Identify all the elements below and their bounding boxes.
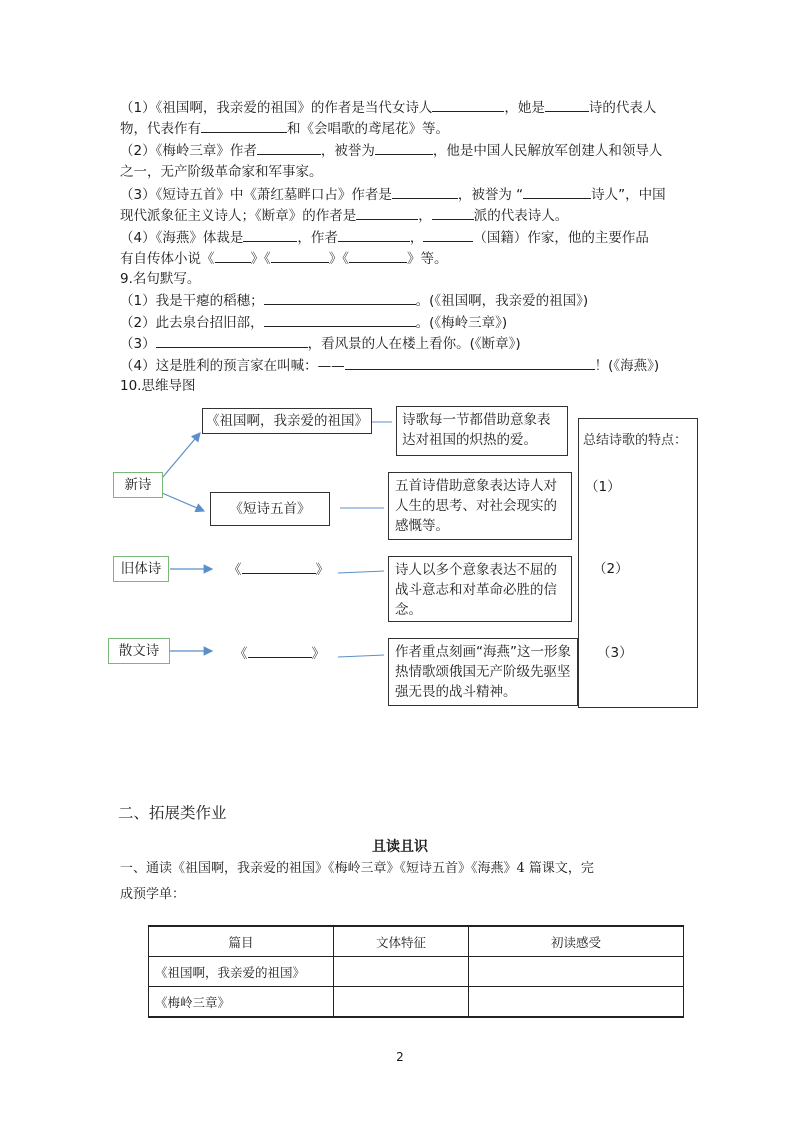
preview-table xyxy=(148,925,684,1018)
q9-text: （1）我是干瘪的稻穗； xyxy=(120,293,264,309)
note-box-4: 作者重点刻画“海燕”这一形象热情歌颂俄国无产阶级先驱坚强无畏的战斗精神。 xyxy=(388,638,578,706)
table-header: 初读感受 xyxy=(469,926,684,957)
note-box-3: 诗人以多个意象表达不屈的战斗意志和对革命必胜的信念。 xyxy=(388,556,572,622)
q9-text: 。(《梅岭三章》) xyxy=(415,315,508,331)
link-work4-note4 xyxy=(338,655,384,657)
section-subtitle: 且读且识 xyxy=(372,839,428,855)
table-cell-input[interactable] xyxy=(469,987,684,1018)
q8-text: （4）《海燕》体裁是 xyxy=(120,230,244,246)
table-header-row xyxy=(149,926,684,957)
section-heading: 二、拓展类作业 xyxy=(118,804,227,822)
q8-text: 》《 xyxy=(250,251,271,267)
q9-text: ！(《海燕》) xyxy=(594,358,660,374)
blank-work-3[interactable] xyxy=(242,559,316,574)
summary-point-2: （2） xyxy=(593,561,629,577)
work-blank-4: 《 》 xyxy=(234,643,325,664)
q8-text: ，被誉为 xyxy=(320,143,375,159)
section-intro-1: 一、通读《祖国啊，我亲爱的祖国》《梅岭三章》《短诗五首》《海燕》4 篇课文，完 xyxy=(120,861,594,876)
work-box-1: 《祖国啊，我亲爱的祖国》 xyxy=(202,408,372,434)
q9-text: （4）这是胜利的预言家在叫喊：—— xyxy=(120,358,345,374)
q9-text: （2）此去泉台招旧部， xyxy=(120,315,264,331)
table-header: 篇目 xyxy=(149,926,334,957)
arrow-new-to-work2 xyxy=(162,493,204,511)
q9-text: ，看风景的人在楼上看你。(《断章》) xyxy=(307,336,521,352)
q8-text: （2）《梅岭三章》作者 xyxy=(120,143,257,159)
q9-text: 。(《祖国啊，我亲爱的祖国》) xyxy=(415,293,589,309)
q8-text: 》《 xyxy=(328,251,349,267)
table-row xyxy=(149,987,684,1018)
q8-text: （1）《祖国啊，我亲爱的祖国》的作者是当代女诗人 xyxy=(120,100,433,116)
table-cell-title: 《祖国啊，我亲爱的祖国》 xyxy=(149,957,334,987)
table-cell-input[interactable] xyxy=(334,987,469,1018)
arrow-new-to-work1 xyxy=(162,433,200,478)
q8-text: 物，代表作有 xyxy=(120,121,201,137)
q10-title: 10.思维导图 xyxy=(120,378,196,394)
q8-text: ，作者 xyxy=(297,230,338,246)
q8-text: 》等。 xyxy=(407,251,448,267)
q9-title: 9.名句默写。 xyxy=(120,271,201,287)
q8-text: ， xyxy=(409,230,424,246)
q8-text: ，被誉为 “ xyxy=(457,187,524,203)
q8-text: 现代派象征主义诗人；《断章》的作者是 xyxy=(120,208,357,224)
work-box-2: 《短诗五首》 xyxy=(210,492,330,526)
q8-text: 和《会唱歌的鸢尾花》等。 xyxy=(287,121,449,137)
q8-text: 诗的代表人 xyxy=(588,100,657,116)
q8-text: （3）《短诗五首》中《萧红墓畔口占》作者是 xyxy=(120,187,392,203)
q8-text: 之一，无产阶级革命家和军事家。 xyxy=(120,164,323,180)
q8-text: （国籍）作家，他的主要作品 xyxy=(473,230,649,246)
summary-title: 总结诗歌的特点： xyxy=(583,433,688,448)
summary-point-1: （1） xyxy=(585,479,621,495)
table-header: 文体特征 xyxy=(334,926,469,957)
page-number: 2 xyxy=(396,1050,404,1064)
category-new-poetry: 新诗 xyxy=(113,472,163,498)
category-prose-poetry: 散文诗 xyxy=(108,638,170,664)
note-box-1: 诗歌每一节都借助意象表达对祖国的炽热的爱。 xyxy=(396,406,568,456)
table-row xyxy=(149,957,684,987)
q8-text: ，他是中国人民解放军创建人和领导人 xyxy=(432,143,663,159)
link-work3-note3 xyxy=(338,571,384,573)
section-intro-2: 成预学单： xyxy=(120,887,186,902)
q8-text: 有自传体小说《 xyxy=(120,251,215,267)
q8-text: 诗人”，中国 xyxy=(591,187,666,203)
table-cell-input[interactable] xyxy=(334,957,469,987)
note-box-2: 五首诗借助意象表达诗人对人生的思考、对社会现实的感慨等。 xyxy=(388,472,572,540)
q8-text: ， xyxy=(418,208,432,224)
q9-text: （3） xyxy=(120,336,156,352)
work-blank-3: 《 》 xyxy=(228,559,329,580)
table-cell-title: 《梅岭三章》 xyxy=(149,987,334,1018)
summary-box xyxy=(578,418,698,708)
q8-text: ，她是 xyxy=(504,100,545,116)
category-old-poetry: 旧体诗 xyxy=(113,556,169,582)
summary-point-3: （3） xyxy=(597,645,633,661)
q8-text: 派的代表诗人。 xyxy=(473,208,569,224)
blank-work-4[interactable] xyxy=(248,643,312,658)
table-cell-input[interactable] xyxy=(469,957,684,987)
